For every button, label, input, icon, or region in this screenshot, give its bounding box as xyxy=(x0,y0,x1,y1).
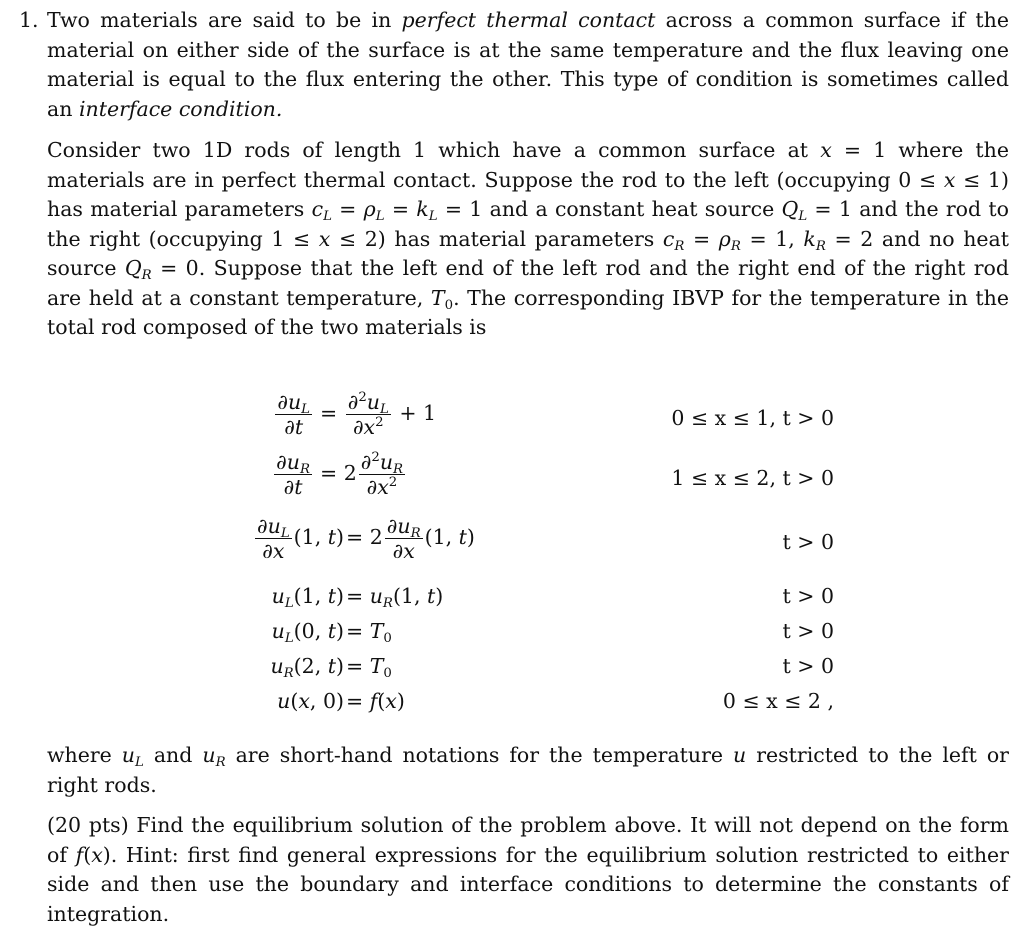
cond-2: 1 ≤ x ≤ 2, t > 0 xyxy=(671,466,834,490)
notation-text-2: and xyxy=(143,743,203,767)
task-text-1: (20 pts) Find the equilibrium solution of the problem above. It will not depend on the form of xyxy=(47,813,1009,867)
notation-text-1: where xyxy=(47,743,122,767)
cond-1: 0 ≤ x ≤ 1, t > 0 xyxy=(671,406,834,430)
setup-text-3: ) has material parameters xyxy=(47,167,1009,221)
math-left-params: $c_L$ xyxy=(311,197,332,224)
setup-text-8: . Suppose that the left end of the left rod and the right end of the right rod are held at a constant temperature, xyxy=(47,256,1009,310)
math-QR: $Q_R$ xyxy=(124,256,152,283)
setup-text-6: ) has material parameters xyxy=(377,226,663,251)
intro-term-perfect-thermal-contact: perfect thermal contact xyxy=(401,8,656,32)
intro-text-2: across a common surface if the material on either side of the surface is at the same temperature and the flux leaving one material is equal to the flux entering the other. This type of condition is sometimes called an xyxy=(47,8,1009,121)
eq-row-pde-left: $\frac{\partial u_L}{\partial t}$ = $\frac{\partial^2u_L}{\partial x^2}$ + 1 0 ≤ x ≤ 1, t > 0 xyxy=(277,390,834,439)
setup-text-1: Consider two 1D rods of length 1 which have a common surface at xyxy=(47,138,821,162)
intro-text-1: Two materials are said to be in xyxy=(47,8,402,32)
math-right-params: $c_R$ xyxy=(662,226,685,254)
setup-text-7: and no heat source xyxy=(47,226,1009,280)
intro-term-interface-condition: interface condition. xyxy=(78,96,283,121)
math-T0: T xyxy=(430,285,445,310)
notation-paragraph: where $u_L$ and $u_R$ are short-hand notations for the temperature u restricted to the left or right rods. xyxy=(47,743,1009,797)
eq-row-bc-right: $u_R(2$, t) = $T_0$ t > 0 xyxy=(270,654,834,681)
eq-row-pde-right: $\frac{\partial u_R}{\partial t}$ = 2 $\frac{\partial^2u_R}{\partial x^2}$ 1 ≤ x ≤ 2, t > 0 xyxy=(276,450,834,499)
cond-5: t > 0 xyxy=(782,619,834,643)
eq-row-interface-temp: $u_L(1$, t) = $u_R(1$, t) t > 0 xyxy=(271,584,834,611)
ibvp-equations xyxy=(0,390,1024,720)
math-QL: $Q_L$ xyxy=(781,197,808,224)
cond-4: t > 0 xyxy=(782,584,834,608)
eq-row-interface-flux: $\frac{\partial u_L}{\partial x}$ (1, t) = 2 $\frac{\partial u_R}{\partial x}$ (1, t) t > 0 xyxy=(257,514,834,563)
cond-3: t > 0 xyxy=(782,530,834,554)
setup-text-5: and the rod to the right (occupying xyxy=(47,197,1010,251)
eq-row-initial: u(x, 0) = f(x) 0 ≤ x ≤ 2 , xyxy=(0,687,1024,717)
intro-paragraph xyxy=(47,6,1009,124)
cond-7: 0 ≤ x ≤ 2 , xyxy=(722,689,834,713)
problem-number: 1. xyxy=(19,8,39,32)
setup-text-9: . The corresponding IBVP for the temperature in the total rod composed of the two materials is xyxy=(47,285,1009,339)
notation-text-4: restricted to the left or right rods. xyxy=(47,743,1009,797)
task-paragraph: (20 pts) Find the equilibrium solution of the problem above. It will not depend on the form of f(x). Hint: first find general expressions for the equilibrium solution restricted to either side and then use the boundary and interface conditions to determine the constants of integration. xyxy=(47,813,1009,926)
setup-paragraph: Consider two 1D rods of length 1 which have a common surface at x = 1 where the materials are in perfect thermal contact. Suppose the rod to the left (occupying 0 ≤ x ≤ 1) has material parameters $c_L = \rho_L = k_L = 1$ and a constant heat source $Q_L = 1$ and the rod to the right (occupying 1 ≤ x ≤ 2) has material parameters $c_R = \rho_R = 1$, $k_R = 2$ and no heat source $Q_R = 0$. Suppose that the left end of the left rod and the right end of the right rod are held at a constant temperature, $T_0$. The corresponding IBVP for the temperature in the total rod composed of the two materials is xyxy=(47,138,1010,339)
setup-text-4: and a constant heat source xyxy=(482,197,782,221)
eq-row-bc-left: $u_L(0$, t) = $T_0$ t > 0 xyxy=(271,619,834,646)
math-x-eq-1: x xyxy=(820,138,832,162)
setup-text-2: where the materials are in perfect thermal contact. Suppose the rod to the left (occupying xyxy=(47,138,1009,192)
notation-text-3: are short-hand notations for the temperature xyxy=(225,743,734,767)
task-text-2: . Hint: first find general expressions for the equilibrium solution restricted to either side and then use the boundary and interface conditions to determine the constants of integration. xyxy=(47,842,1009,926)
cond-6: t > 0 xyxy=(782,654,834,678)
